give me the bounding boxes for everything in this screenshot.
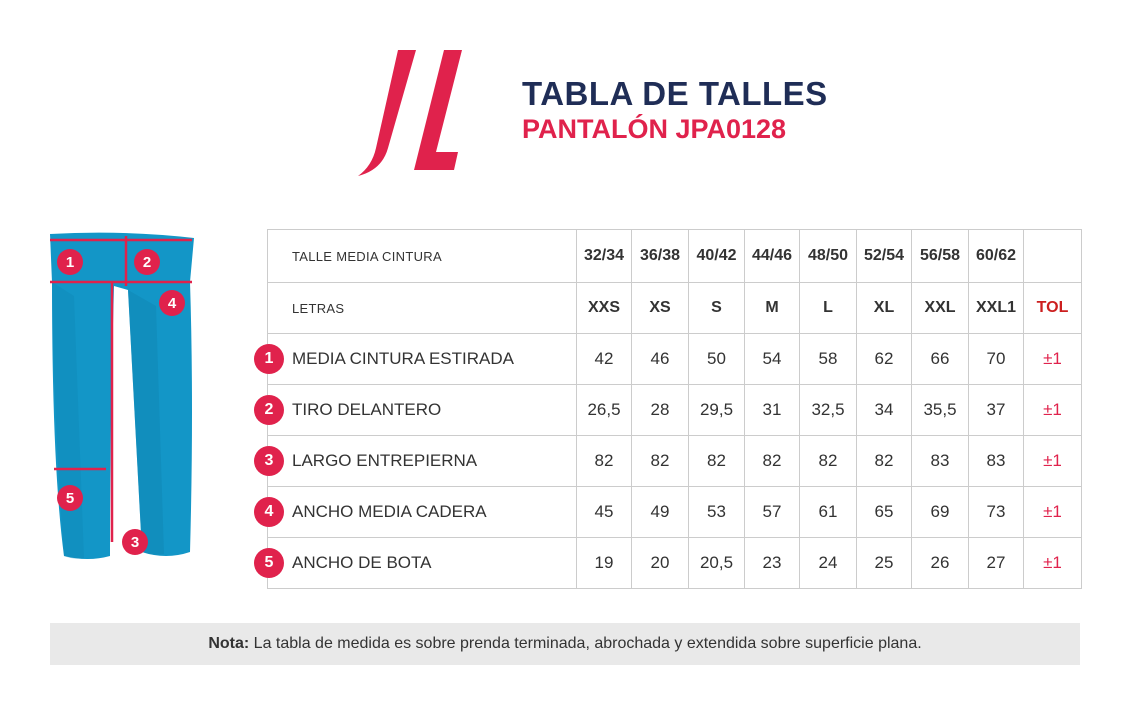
letter-header-cell: XXS (577, 283, 632, 334)
size-header-cell: 56/58 (912, 230, 969, 283)
table-cell: 82 (745, 436, 800, 487)
pants-marker-4-label: 4 (167, 295, 177, 312)
table-cell: 26 (912, 538, 969, 589)
page-subtitle: PANTALÓN JPA0128 (522, 114, 787, 144)
table-cell: 82 (577, 436, 632, 487)
table-cell: 19 (577, 538, 632, 589)
size-header-row (268, 230, 1082, 283)
table-cell: 25 (857, 538, 912, 589)
table-cell: 61 (800, 487, 857, 538)
tol-header: TOL (1024, 283, 1082, 334)
row-label: TIRO DELANTERO (292, 400, 442, 419)
table-cell: 57 (745, 487, 800, 538)
table-cell: 31 (745, 385, 800, 436)
pants-marker-5 (57, 485, 83, 511)
row-label: LARGO ENTREPIERNA (292, 451, 478, 470)
row-label-cell (264, 334, 577, 385)
row-marker: 2 (254, 395, 284, 425)
table-cell: 42 (577, 334, 632, 385)
letters-header-label: LETRAS (268, 283, 577, 334)
pants-marker-1 (57, 249, 83, 275)
table-cell: 23 (745, 538, 800, 589)
tol-cell: ±1 (1024, 334, 1082, 385)
pants-marker-3-label: 3 (130, 534, 140, 551)
tol-cell: ±1 (1024, 538, 1082, 589)
letter-header-cell: S (689, 283, 745, 334)
table-cell: 82 (632, 436, 689, 487)
table-cell: 82 (800, 436, 857, 487)
table-cell: 82 (857, 436, 912, 487)
letter-header-cell: L (800, 283, 857, 334)
pants-marker-2 (134, 249, 160, 275)
table-cell: 69 (912, 487, 969, 538)
size-header-label: TALLE MEDIA CINTURA (268, 230, 577, 283)
table-cell: 26,5 (577, 385, 632, 436)
size-header-cell: 36/38 (632, 230, 689, 283)
note-text: La tabla de medida es sobre prenda terminada, abrochada y extendida sobre superficie plana. (249, 635, 922, 652)
table-cell: 70 (969, 334, 1024, 385)
table-row (268, 538, 1082, 589)
pants-marker-1-label: 1 (65, 254, 75, 271)
size-header-cell: 40/42 (689, 230, 745, 283)
table-cell: 34 (857, 385, 912, 436)
table-cell: 35,5 (912, 385, 969, 436)
brand-logo (350, 48, 462, 178)
table-cell: 62 (857, 334, 912, 385)
table-cell: 37 (969, 385, 1024, 436)
table-cell: 20 (632, 538, 689, 589)
table-cell: 27 (969, 538, 1024, 589)
table-cell: 45 (577, 487, 632, 538)
table-cell: 32,5 (800, 385, 857, 436)
row-marker: 4 (254, 497, 284, 527)
table-cell: 46 (632, 334, 689, 385)
table-cell: 50 (689, 334, 745, 385)
letter-header-cell: M (745, 283, 800, 334)
size-header-cell: 52/54 (857, 230, 912, 283)
table-cell: 82 (689, 436, 745, 487)
table-cell: 83 (969, 436, 1024, 487)
table-row (268, 436, 1082, 487)
table-cell: 29,5 (689, 385, 745, 436)
note-bar (50, 623, 1080, 665)
row-label-cell (264, 538, 577, 589)
table-cell: 65 (857, 487, 912, 538)
table-cell: 24 (800, 538, 857, 589)
note-label: Nota: (208, 635, 250, 652)
row-label-cell (264, 487, 577, 538)
size-header-cell: 32/34 (577, 230, 632, 283)
table-row (268, 487, 1082, 538)
table-cell: 28 (632, 385, 689, 436)
pants-marker-3 (122, 529, 148, 555)
letters-header-row (268, 283, 1082, 334)
letter-header-cell: XXL1 (969, 283, 1024, 334)
size-table (264, 229, 1082, 589)
pants-diagram (44, 226, 204, 566)
size-header-cell: 44/46 (745, 230, 800, 283)
tol-cell: ±1 (1024, 436, 1082, 487)
letter-header-cell: XS (632, 283, 689, 334)
row-label-cell (264, 436, 577, 487)
page-title: TABLA DE TALLES (522, 75, 828, 112)
letter-header-cell: XL (857, 283, 912, 334)
row-label: MEDIA CINTURA ESTIRADA (292, 349, 514, 368)
table-row (268, 334, 1082, 385)
empty-header-cell (1024, 230, 1082, 283)
letter-header-cell: XXL (912, 283, 969, 334)
tol-cell: ±1 (1024, 385, 1082, 436)
size-header-cell: 48/50 (800, 230, 857, 283)
tol-cell: ±1 (1024, 487, 1082, 538)
table-cell: 73 (969, 487, 1024, 538)
row-marker: 3 (254, 446, 284, 476)
table-cell: 54 (745, 334, 800, 385)
row-label: ANCHO MEDIA CADERA (292, 502, 487, 521)
table-cell: 49 (632, 487, 689, 538)
row-marker: 1 (254, 344, 284, 374)
table-cell: 58 (800, 334, 857, 385)
pants-marker-4 (159, 290, 185, 316)
table-cell: 20,5 (689, 538, 745, 589)
pants-marker-5-label: 5 (65, 490, 75, 507)
table-cell: 66 (912, 334, 969, 385)
pants-marker-2-label: 2 (142, 254, 152, 271)
row-marker: 5 (254, 548, 284, 578)
row-label-cell (264, 385, 577, 436)
size-header-cell: 60/62 (969, 230, 1024, 283)
title-block (522, 76, 828, 144)
table-cell: 53 (689, 487, 745, 538)
table-cell: 83 (912, 436, 969, 487)
row-label: ANCHO DE BOTA (292, 553, 432, 572)
table-row (268, 385, 1082, 436)
